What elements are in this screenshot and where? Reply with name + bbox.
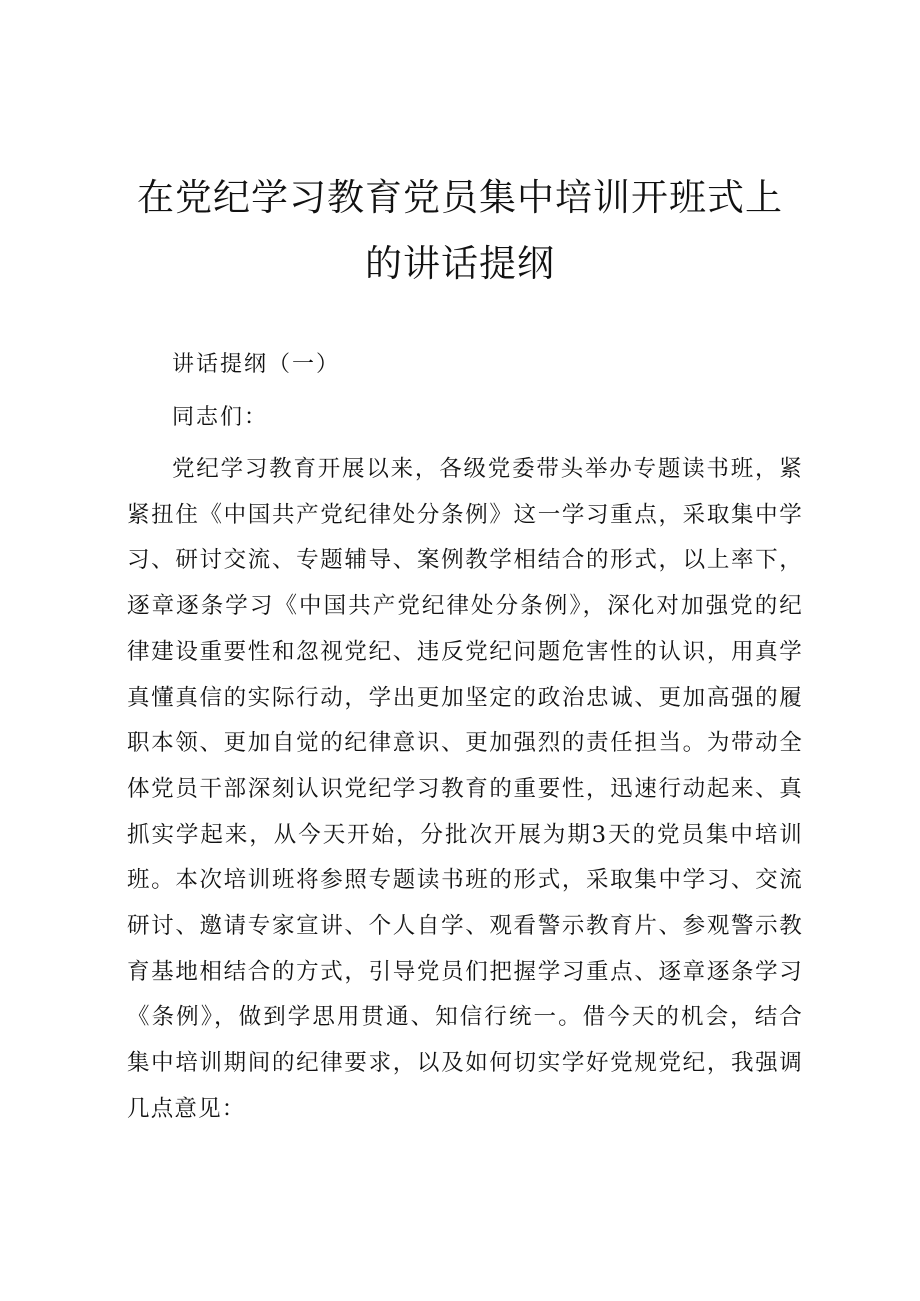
body-paragraph: 党纪学习教育开展以来，各级党委带头举办专题读书班，紧紧扭住《中国共产党纪律处分条例》这一学习重点，采取集中学习、研讨交流、专题辅导、案例教学相结合的形式，以上率下，逐章逐条学习《中国共产党纪律处分条例》，深化对加强党的纪律建设重要性和忽视党纪、违反党纪问题危害性的认识，用真学真懂真信的实际行动，学出更加坚定的政治忠诚、更加高强的履职本领、更加自觉的纪律意识、更加强烈的责任担当。为带动全体党员干部深刻认识党纪学习教育的重要性，迅速行动起来、真抓实学起来，从今天开始，分批次开展为期3天的党员集中培训班。本次培训班将参照专题读书班的形式，采取集中学习、交流研讨、邀请专家宣讲、个人自学、观看警示教育片、参观警示教育基地相结合的方式，引导党员们把握学习重点、逐章逐条学习《条例》，做到学思用贯通、知信行统一。借今天的机会，结合集中培训期间的纪律要求，以及如何切实学好党规党纪，我强调几点意见： bbox=[127, 456, 803, 1122]
salutation: 同志们： bbox=[172, 405, 269, 430]
document-title-line-2: 的讲话提纲 bbox=[365, 242, 555, 285]
section-subheading: 讲话提纲（一） bbox=[172, 352, 341, 377]
document-title-line-1: 在党纪学习教育党员集中培训开班式上 bbox=[137, 176, 783, 219]
